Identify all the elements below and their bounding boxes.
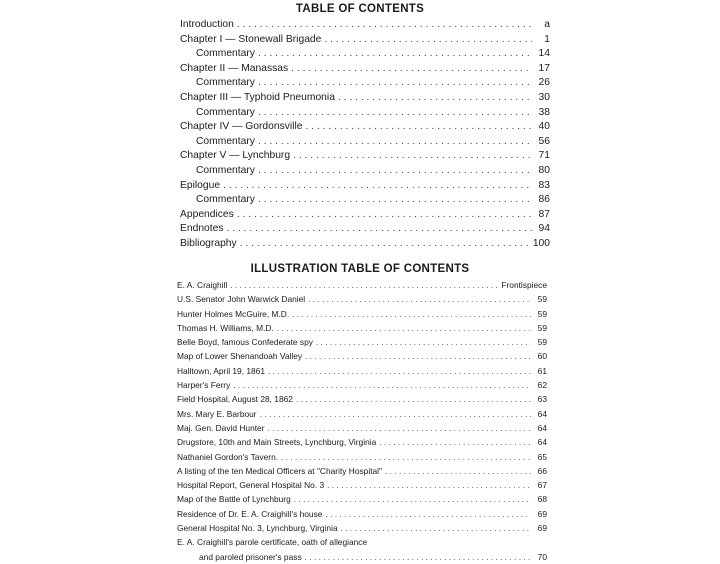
toc-entry-title: Commentary xyxy=(196,48,255,60)
illustration-entry-title: E. A. Craighill's parole certificate, oath of allegiance xyxy=(177,537,368,548)
toc-entry-title: Chapter V — Lynchburg xyxy=(180,150,291,162)
illustration-entry xyxy=(177,392,547,406)
toc-entry-title: Chapter I — Stonewall Brigade xyxy=(180,33,322,45)
toc-entry-title: Bibliography xyxy=(180,237,237,249)
toc-dot-leader xyxy=(240,237,529,252)
toc-entry-title: Appendices xyxy=(180,208,234,220)
illustration-entry-page: 62 xyxy=(537,380,547,391)
illustration-entry xyxy=(177,464,547,478)
toc-entry xyxy=(180,237,550,252)
illustration-dot-leader xyxy=(233,378,531,392)
toc-entry xyxy=(180,18,550,33)
illustration-dot-leader xyxy=(379,435,531,449)
toc-entry-page: 83 xyxy=(538,179,550,191)
toc-entry-page: 14 xyxy=(538,48,550,60)
illustration-entry xyxy=(177,378,547,392)
illustration-entry-page: 64 xyxy=(537,437,547,448)
illustration-entry xyxy=(177,349,547,363)
toc-entry xyxy=(180,222,550,237)
toc-entry-page: 40 xyxy=(538,121,550,133)
toc-entry-page: 80 xyxy=(538,164,550,176)
illustration-entry-page: 59 xyxy=(537,308,547,319)
illustration-entry-title: Belle Boyd, famous Confederate spy xyxy=(177,337,313,348)
toc-entry-title: Commentary xyxy=(196,106,255,118)
illustration-entry-page: 61 xyxy=(537,365,547,376)
toc-entry-page: 26 xyxy=(538,77,550,89)
illustration-toc-heading: ILLUSTRATION TABLE OF CONTENTS xyxy=(250,263,470,275)
toc-dot-leader xyxy=(291,62,532,77)
illustration-entry-title: Nathaniel Gordon's Tavern. xyxy=(177,451,279,462)
illustration-entry-page: 65 xyxy=(537,451,547,462)
illustration-dot-leader xyxy=(305,349,531,363)
illustration-entry xyxy=(177,450,547,464)
toc-dot-leader xyxy=(305,120,532,135)
toc-entry-title: Introduction xyxy=(180,19,234,30)
illustration-entry-title: General Hospital No. 3, Lynchburg, Virginia xyxy=(177,523,338,534)
illustration-entry xyxy=(177,521,547,535)
illustration-entry-title: Maj. Gen. David Hunter xyxy=(177,422,265,433)
illustration-dot-leader xyxy=(316,335,531,349)
toc-dot-leader xyxy=(258,76,532,91)
illustration-dot-leader xyxy=(268,364,531,378)
illustration-entry-page: 69 xyxy=(537,508,547,519)
illustration-entry xyxy=(177,507,547,521)
illustration-entry xyxy=(177,321,547,335)
toc-entry xyxy=(180,135,550,150)
toc-dot-leader xyxy=(293,149,532,164)
toc-dot-leader xyxy=(324,33,532,48)
toc-entry-page: 17 xyxy=(538,62,550,74)
illustration-dot-leader xyxy=(296,392,531,406)
toc-entry xyxy=(180,33,550,48)
illustration-entry-page: 70 xyxy=(537,551,547,562)
toc-entry xyxy=(180,106,550,121)
toc-dot-leader xyxy=(237,18,532,33)
illustration-entry xyxy=(177,421,547,435)
illustration-entry xyxy=(177,535,547,549)
illustration-dot-leader xyxy=(294,492,531,506)
toc-dot-leader xyxy=(258,164,532,179)
illustration-entry-title: U.S. Senator John Warwick Daniel xyxy=(177,294,306,305)
illustration-entry-page: 68 xyxy=(537,494,547,505)
toc-dot-leader xyxy=(338,91,532,106)
toc-entry-page: 87 xyxy=(538,208,550,220)
toc-heading: TABLE OF CONTENTS xyxy=(295,3,425,15)
toc-entry xyxy=(180,179,550,194)
illustration-entry-page: 63 xyxy=(537,394,547,405)
illustration-dot-leader xyxy=(325,507,531,521)
toc-entry xyxy=(180,62,550,77)
illustration-dot-leader xyxy=(292,307,531,321)
illustration-entry xyxy=(177,435,547,449)
toc-entry-title: Epilogue xyxy=(180,179,221,191)
illustration-dot-leader xyxy=(305,550,531,564)
toc-entry-title: Chapter IV — Gordonsville xyxy=(180,121,303,133)
toc-entry xyxy=(180,91,550,106)
illustration-entry-page: 59 xyxy=(537,294,547,305)
illustration-entry-title: and paroled prisoner's pass xyxy=(199,551,302,562)
illustration-entry-page: 59 xyxy=(537,322,547,333)
illustration-entry-page: 60 xyxy=(537,351,547,362)
illustration-dot-leader xyxy=(268,421,531,435)
illustration-entry xyxy=(177,278,547,292)
toc-entry-page: 71 xyxy=(538,150,550,162)
toc-entry-title: Commentary xyxy=(196,135,255,147)
illustration-entry-title: E. A. Craighill xyxy=(177,280,228,290)
illustration-entry xyxy=(177,364,547,378)
illustration-dot-leader xyxy=(308,292,531,306)
illustration-entry-page: 66 xyxy=(537,465,547,476)
illustration-entry xyxy=(177,407,547,421)
toc-entry-title: Chapter III — Typhoid Pneumonia xyxy=(180,91,335,103)
toc-entry-title: Commentary xyxy=(196,194,255,206)
illustration-entry-title: Hunter Holmes McGuire, M.D. xyxy=(177,308,290,319)
toc-entry xyxy=(180,120,550,135)
illustration-entry-title: Residence of Dr. E. A. Craighill's house xyxy=(177,508,323,519)
illustration-dot-leader xyxy=(277,321,531,335)
illustration-entry-page: 59 xyxy=(537,337,547,348)
illustration-entry xyxy=(177,292,547,306)
toc-dot-leader xyxy=(258,47,532,62)
illustration-dot-leader xyxy=(230,278,497,292)
toc-dot-leader xyxy=(258,106,532,121)
toc-dot-leader xyxy=(227,222,532,237)
toc-entry-page: a xyxy=(544,19,550,30)
toc-entry xyxy=(180,193,550,208)
toc-entry-page: 100 xyxy=(532,237,550,249)
toc-entry xyxy=(180,164,550,179)
toc-dot-leader xyxy=(258,193,532,208)
illustration-entry-title: Harper's Ferry xyxy=(177,380,231,391)
illustration-entry-title: Thomas H. Williams, M.D. xyxy=(177,322,274,333)
illustration-dot-leader xyxy=(260,407,531,421)
illustration-entry-title: Mrs. Mary E. Barbour xyxy=(177,408,257,419)
illustration-entry-page: 64 xyxy=(537,408,547,419)
illustration-entry-page: 67 xyxy=(537,480,547,491)
illustration-entry xyxy=(177,492,547,506)
toc-dot-leader xyxy=(223,179,532,194)
toc-entry-page: 30 xyxy=(538,91,550,103)
illustration-entry-title: Map of Lower Shenandoah Valley xyxy=(177,351,303,362)
illustration-entry xyxy=(177,335,547,349)
toc-entry-page: 38 xyxy=(538,106,550,118)
toc-entry-page: 56 xyxy=(538,135,550,147)
illustration-list xyxy=(177,278,547,564)
illustration-entry xyxy=(177,307,547,321)
illustration-entry-page: 69 xyxy=(537,523,547,534)
illustration-entry-title: A listing of the ten Medical Officers at "Charity Hospital" xyxy=(177,465,383,476)
toc-entry-page: 1 xyxy=(544,33,550,45)
toc-entry xyxy=(180,76,550,91)
illustration-entry-title: Drugstore, 10th and Main Streets, Lynchburg, Virginia xyxy=(177,437,377,448)
toc-entry-title: Commentary xyxy=(196,77,255,89)
illustration-entry-title: Field Hospital, August 28, 1862 xyxy=(177,394,293,405)
toc-entry-title: Endnotes xyxy=(180,223,224,235)
toc-entry-title: Commentary xyxy=(196,164,255,176)
illustration-entry xyxy=(177,478,547,492)
toc-dot-leader xyxy=(258,135,532,150)
toc-entry xyxy=(180,47,550,62)
illustration-dot-leader xyxy=(327,478,531,492)
toc-list xyxy=(180,18,550,252)
toc-entry-page: 94 xyxy=(538,223,550,235)
illustration-dot-leader xyxy=(385,464,531,478)
illustration-dot-leader xyxy=(341,521,531,535)
toc-dot-leader xyxy=(237,208,532,223)
toc-entry-title: Chapter II — Manassas xyxy=(180,62,289,74)
illustration-entry-page: Frontispiece xyxy=(501,280,547,290)
illustration-entry-page: 64 xyxy=(537,422,547,433)
illustration-entry-title: Halltown, April 19, 1861 xyxy=(177,365,265,376)
toc-entry xyxy=(180,208,550,223)
illustration-entry-title: Hospital Report, General Hospital No. 3 xyxy=(177,480,325,491)
illustration-entry xyxy=(177,550,547,564)
illustration-dot-leader xyxy=(281,450,531,464)
toc-entry xyxy=(180,149,550,164)
toc-entry-page: 86 xyxy=(538,194,550,206)
illustration-entry-title: Map of the Battle of Lynchburg xyxy=(177,494,291,505)
